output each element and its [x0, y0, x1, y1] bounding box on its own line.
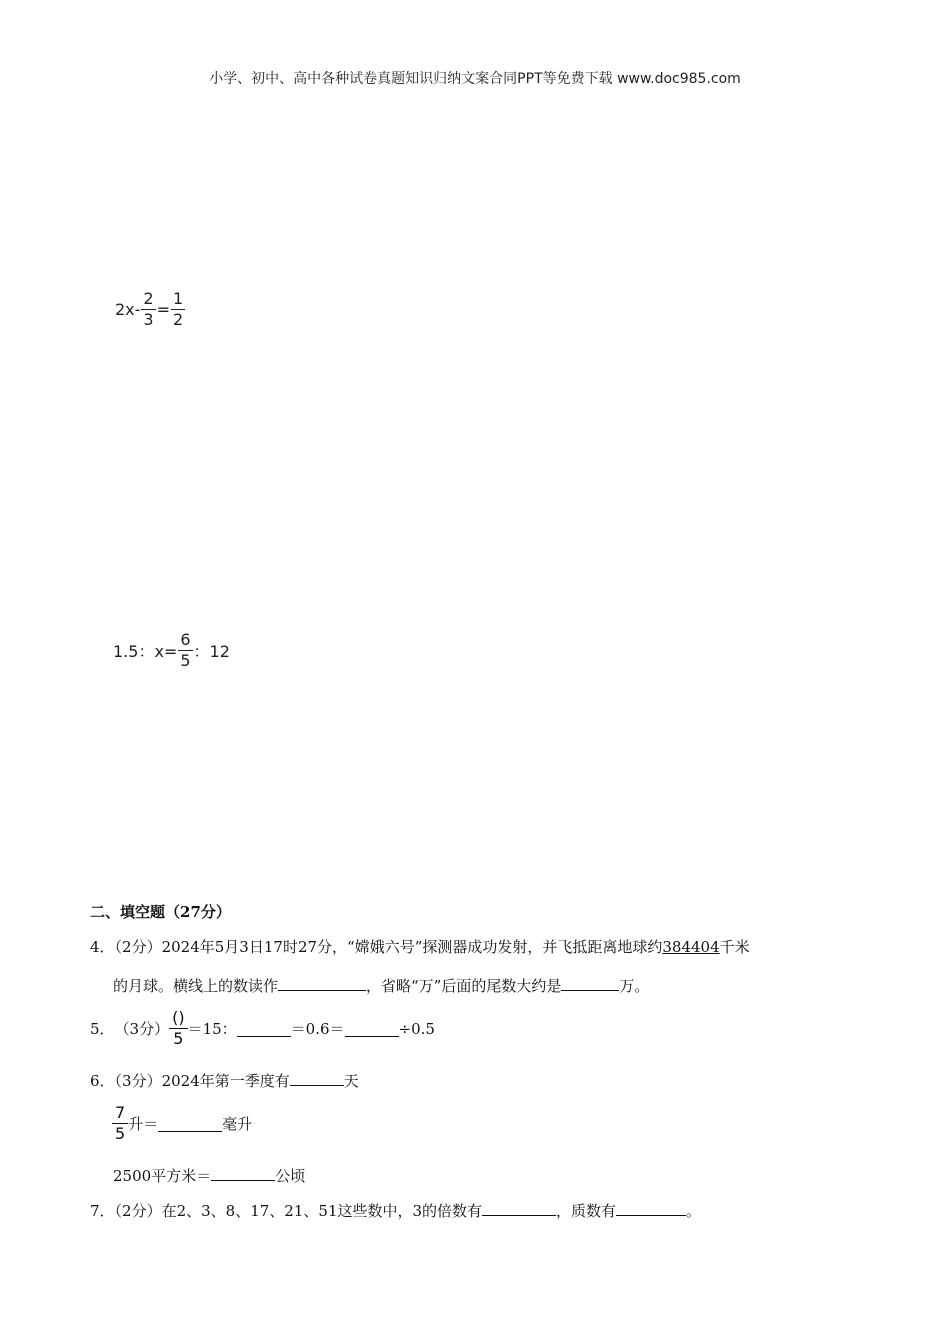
eq1-prefix: 2x- [115, 300, 141, 319]
q5-fraction [169, 1010, 187, 1047]
question-6-line-3 [113, 1164, 305, 1186]
q6-line1-b: 天 [343, 1072, 359, 1090]
q7-text-3: 。 [686, 1202, 702, 1220]
q4-number: 4． [90, 938, 115, 956]
q5-blank-2[interactable] [345, 1020, 399, 1037]
eq2-prefix: 1.5：x= [113, 642, 178, 661]
q6-line2-a: 升＝ [128, 1114, 159, 1133]
q4-text-2: 千米 [719, 938, 750, 956]
q4-line2-b: ，省略“万”后面的尾数大约是 [366, 977, 562, 995]
q4-line2-a: 的月球。横线上的数读作 [113, 977, 279, 995]
q4-blank-2[interactable] [561, 974, 619, 991]
q6-line3-b: 公顷 [275, 1167, 306, 1185]
question-4-line-1 [90, 937, 750, 957]
question-4-line-2 [113, 974, 649, 996]
q6-blank-2[interactable] [158, 1115, 222, 1132]
q5-text-1: ＝15： [187, 1019, 237, 1038]
section-title: 二、填空题（27分） [90, 903, 231, 921]
q5-score: （3分） [114, 1019, 170, 1038]
eq1-frac2-denominator: 2 [173, 310, 184, 329]
eq1-frac1-numerator: 2 [143, 289, 154, 308]
equation-2 [113, 632, 230, 669]
question-5 [90, 1010, 435, 1047]
q6-frac-denominator: 5 [115, 1124, 126, 1143]
q6-line1-a: 2024年第一季度有 [161, 1072, 290, 1090]
eq2-frac-numerator: 6 [180, 630, 191, 649]
q5-text-2: ＝0.6＝ [290, 1019, 345, 1038]
eq1-frac1-denominator: 3 [143, 310, 154, 329]
q5-frac-denominator: 5 [173, 1029, 184, 1048]
eq1-fraction-1 [141, 291, 155, 328]
eq1-equals: = [156, 300, 171, 319]
q4-underlined-number: 384404 [662, 938, 720, 956]
q7-text-2: ，质数有 [556, 1202, 617, 1220]
equation-1 [115, 291, 186, 328]
q4-score: （2分） [114, 938, 162, 956]
q6-fraction [112, 1105, 128, 1142]
q6-blank-3[interactable] [211, 1164, 275, 1181]
q7-number: 7． [90, 1202, 115, 1220]
q6-number: 6． [90, 1072, 115, 1090]
q6-frac-numerator: 7 [112, 1105, 128, 1124]
q5-blank-1[interactable] [237, 1020, 291, 1037]
q5-number: 5． [90, 1019, 115, 1038]
question-7 [90, 1199, 701, 1221]
eq2-frac-denominator: 5 [180, 651, 191, 670]
q6-score: （3分） [114, 1072, 162, 1090]
q7-blank-1[interactable] [482, 1199, 556, 1216]
q6-line2-b: 毫升 [222, 1114, 253, 1133]
eq2-fraction [178, 632, 192, 669]
eq1-frac2-numerator: 1 [173, 289, 184, 308]
q6-blank-1[interactable] [290, 1069, 344, 1086]
page-header: 小学、初中、高中各种试卷真题知识归纳文案合同PPT等免费下载 www.doc985.com [209, 71, 741, 87]
question-6-line-2 [112, 1105, 252, 1142]
q4-text-1: 2024年5月3日17时27分，“嫦娥六号”探测器成功发射，并飞抵距离地球约 [161, 938, 663, 956]
q7-text-1: 在2、3、8、17、21、51这些数中，3的倍数有 [161, 1202, 483, 1220]
q5-frac-numerator: () [169, 1010, 187, 1029]
q7-blank-2[interactable] [616, 1199, 686, 1216]
q4-line2-c: 万。 [619, 977, 650, 995]
q5-text-3: ÷0.5 [398, 1019, 435, 1038]
q6-line3-a: 2500平方米＝ [113, 1167, 212, 1185]
q7-score: （2分） [114, 1202, 162, 1220]
q4-blank-1[interactable] [278, 974, 366, 991]
eq2-suffix: ：12 [193, 642, 230, 661]
question-6-line-1 [90, 1069, 359, 1091]
eq1-fraction-2 [171, 291, 185, 328]
